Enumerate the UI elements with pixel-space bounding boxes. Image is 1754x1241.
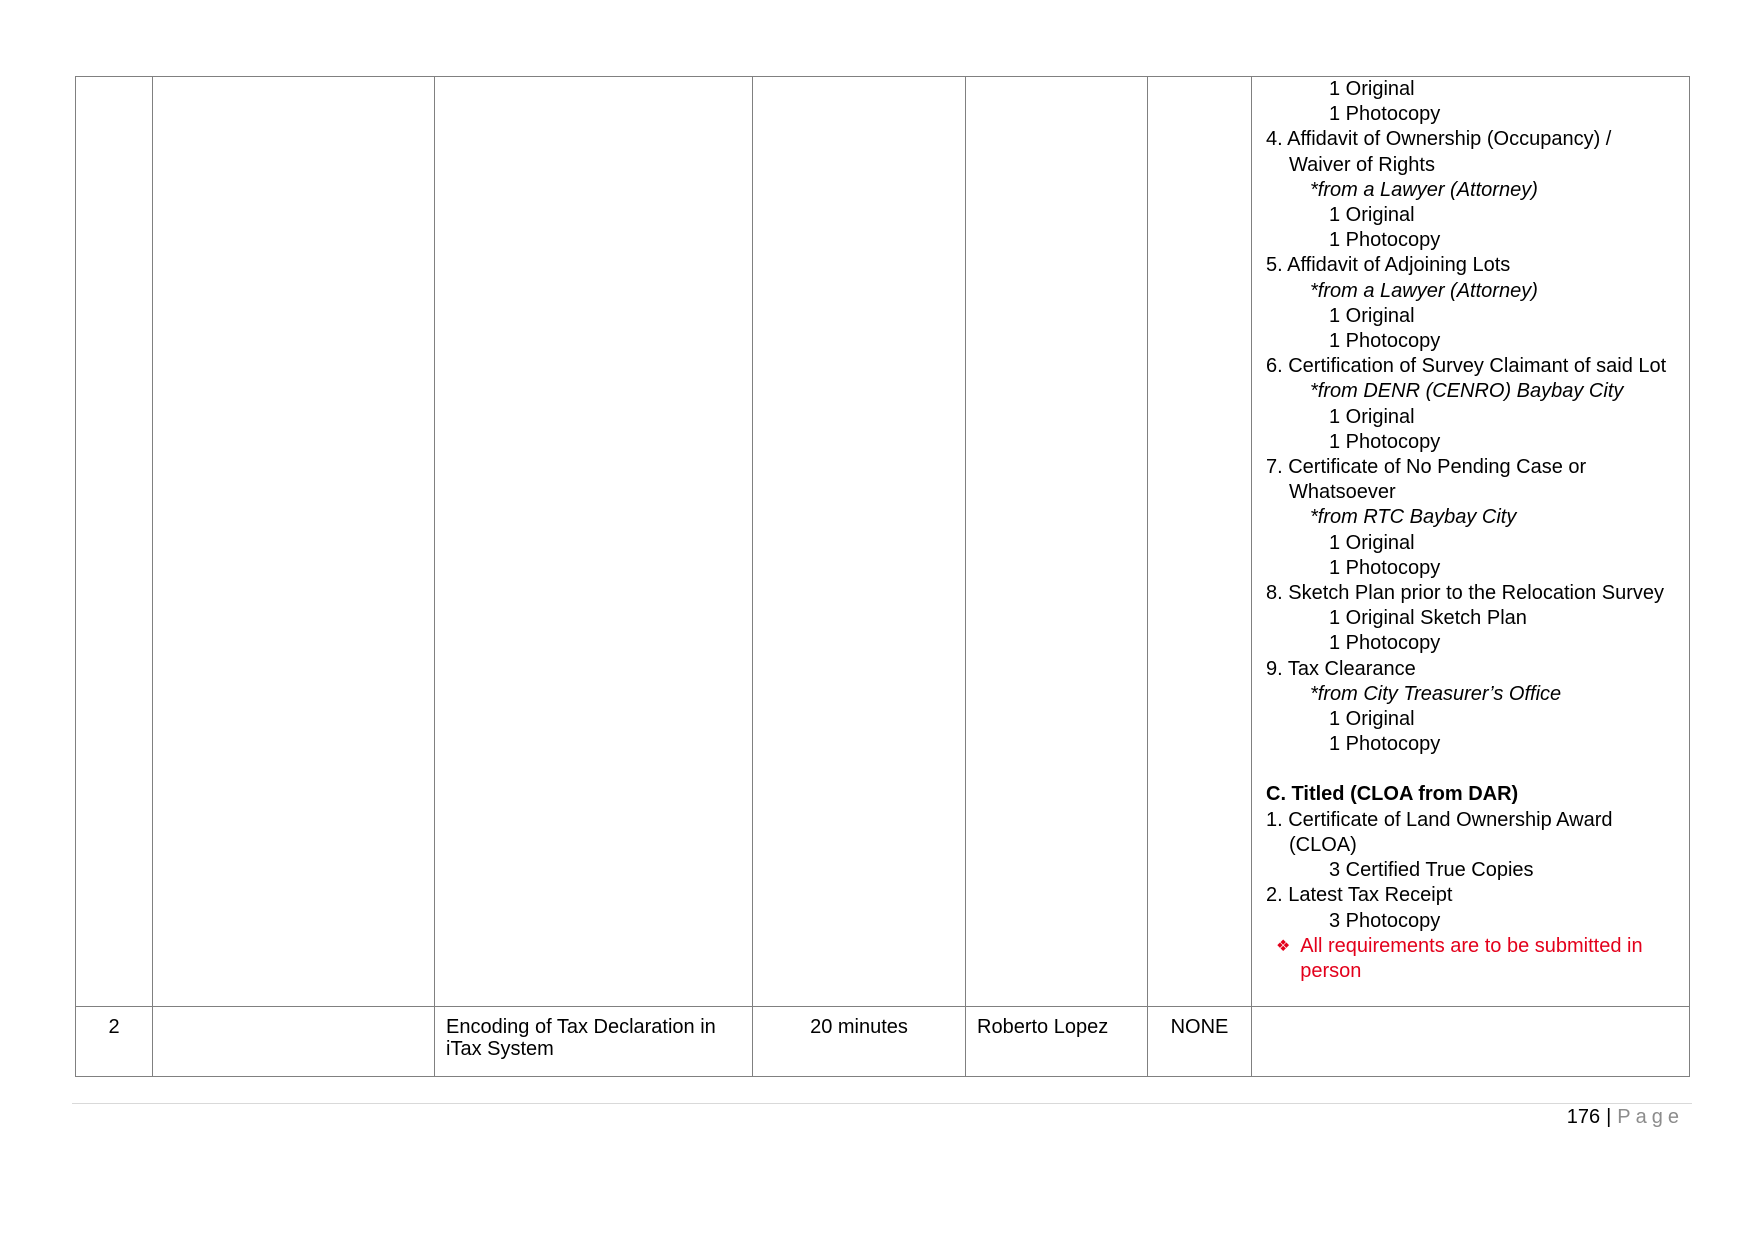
requirement-line: 1 Original	[1329, 78, 1415, 100]
table-row	[76, 1007, 1690, 1077]
person-responsible-cell	[966, 77, 1148, 1007]
agency-action: Encoding of Tax Declaration in iTax System	[435, 1007, 753, 1077]
requirement-line: 2. Latest Tax Receipt	[1266, 884, 1453, 907]
requirement-line: 1 Original	[1329, 708, 1415, 731]
requirement-line: 3 Certified True Copies	[1329, 859, 1534, 882]
page-number: 176	[1566, 1106, 1601, 1128]
requirements-cell	[1252, 77, 1690, 1007]
requirement-line: 1 Original	[1329, 531, 1415, 554]
requirement-line: Whatsoever	[1289, 481, 1396, 504]
agency-action-cell	[435, 77, 753, 1007]
requirement-line: 5. Affidavit of Adjoining Lots	[1266, 254, 1511, 277]
requirement-line: 1 Photocopy	[1329, 103, 1441, 126]
step-cell	[76, 77, 153, 1007]
requirement-line: *from a Lawyer (Attorney)	[1310, 279, 1538, 302]
requirements	[1252, 1007, 1690, 1077]
requirements-list	[1266, 77, 1681, 757]
requirement-line: (CLOA)	[1289, 833, 1357, 856]
requirement-line: *from DENR (CENRO) Baybay City	[1310, 380, 1624, 403]
processing-time-cell	[753, 77, 966, 1007]
requirement-line: 1 Photocopy	[1329, 430, 1441, 453]
requirement-line: 4. Affidavit of Ownership (Occupancy) /	[1266, 128, 1612, 151]
requirement-line: 1 Original	[1329, 405, 1415, 428]
requirement-line: 9. Tax Clearance	[1266, 657, 1416, 680]
service-table	[75, 76, 1690, 1077]
requirement-line: 3 Photocopy	[1329, 909, 1441, 932]
requirement-line: 7. Certificate of No Pending Case or	[1266, 456, 1587, 479]
requirement-line: 1 Photocopy	[1329, 330, 1441, 353]
requirement-line: 1 Photocopy	[1329, 556, 1441, 579]
fees: NONE	[1148, 1007, 1252, 1077]
requirement-line: *from a Lawyer (Attorney)	[1310, 178, 1538, 201]
page-footer	[1567, 1106, 1684, 1129]
requirement-line: 1. Certificate of Land Ownership Award	[1266, 808, 1613, 831]
section-c-heading: C. Titled (CLOA from DAR)	[1266, 783, 1519, 806]
requirement-line: *from City Treasurer’s Office	[1310, 682, 1562, 705]
requirement-line: 1 Photocopy	[1329, 632, 1441, 655]
requirement-line: Waiver of Rights	[1289, 153, 1435, 176]
footer-divider	[72, 1103, 1692, 1104]
requirements-note	[1266, 934, 1681, 984]
page-label: Page	[1617, 1106, 1684, 1128]
requirement-line: 8. Sketch Plan prior to the Relocation Survey	[1266, 582, 1664, 605]
requirement-line: 6. Certification of Survey Claimant of said Lot	[1266, 355, 1667, 378]
note-text: All requirements are to be submitted in person	[1300, 934, 1643, 982]
fees-cell	[1148, 77, 1252, 1007]
spacer	[1266, 757, 1681, 782]
section-c-list	[1266, 808, 1681, 934]
step-number: 2	[76, 1007, 153, 1077]
person-responsible: Roberto Lopez	[966, 1007, 1148, 1077]
requirement-line: 1 Photocopy	[1329, 229, 1441, 252]
requirement-line: 1 Original	[1329, 204, 1415, 227]
client-steps	[153, 1007, 435, 1077]
requirement-line: 1 Original Sketch Plan	[1329, 607, 1527, 630]
requirement-line: 1 Photocopy	[1329, 733, 1441, 756]
requirement-line: *from RTC Baybay City	[1310, 506, 1517, 529]
client-steps-cell	[153, 77, 435, 1007]
footer-separator: |	[1606, 1106, 1612, 1128]
requirement-line: 1 Original	[1329, 304, 1415, 327]
processing-time: 20 minutes	[753, 1007, 966, 1077]
diamond-bullet-icon: ❖	[1276, 937, 1291, 955]
table-row	[76, 77, 1690, 1007]
